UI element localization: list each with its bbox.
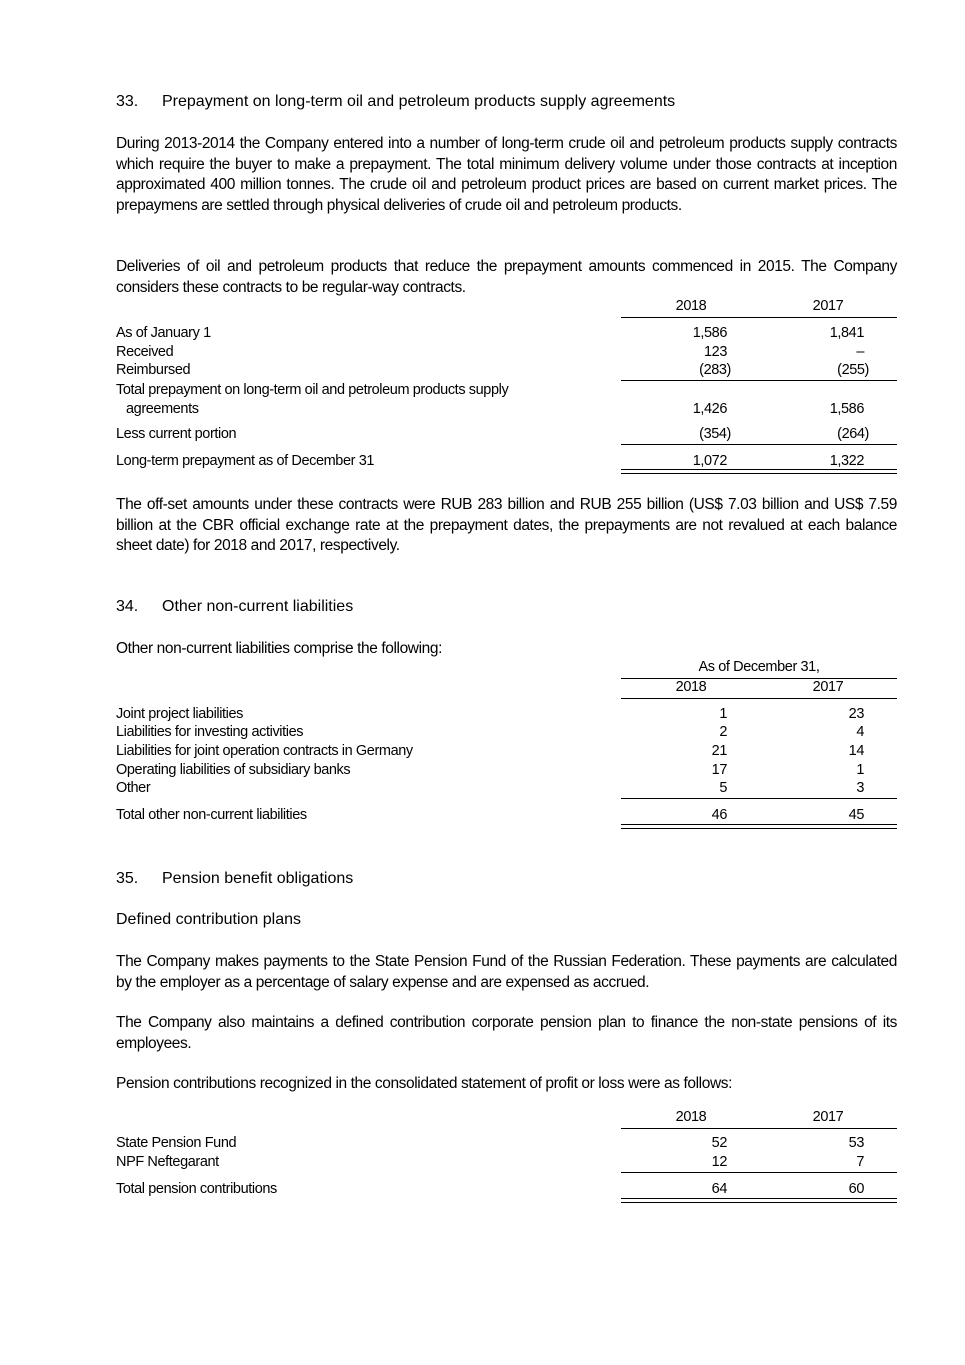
section-34-number: 34. bbox=[116, 598, 139, 615]
subtotal-rule bbox=[621, 798, 897, 799]
table-row bbox=[116, 1134, 897, 1153]
row-label: Reimbursed bbox=[116, 362, 191, 378]
value-2018: 1,426 bbox=[692, 401, 727, 417]
table-row bbox=[116, 324, 897, 343]
section-33-paragraph-1: During 2013-2014 the Company entered into a number of long-term crude oil and petroleum products supply contracts which require the buyer to make a prepayment. The total minimum delivery volume under those contracts at inception approximated 400 million tonnes. The crude oil and petroleum product prices are based on current market prices. The prepaymens are settled through physical deliveries of crude oil and petroleum products. bbox=[116, 135, 897, 214]
value-2017: 1,322 bbox=[829, 453, 864, 469]
value-2017: (255) bbox=[837, 362, 869, 378]
value-2017: – bbox=[856, 344, 864, 360]
section-33-paragraph-3: The off-set amounts under these contracts were RUB 283 billion and RUB 255 billion (US$ 7.03 billion and US$ 7.59 billion at the CBR official exchange rate at the prepayment dates, the prepayments are not revalued at each balance sheet date) for 2018 and 2017, respectively. bbox=[116, 496, 897, 554]
header-rule bbox=[621, 698, 897, 699]
table-col-2018: 2018 bbox=[675, 1109, 707, 1125]
table-col-2017: 2017 bbox=[812, 1109, 844, 1125]
value-2018: 1,072 bbox=[692, 453, 727, 469]
section-35-title: Pension benefit obligations bbox=[162, 870, 354, 887]
value-2017: 45 bbox=[848, 807, 864, 823]
section-34-intro: Other non-current liabilities comprise the following: bbox=[116, 640, 442, 657]
table-row-total bbox=[116, 806, 897, 825]
section-35-number: 35. bbox=[116, 870, 139, 887]
value-2017: 1 bbox=[856, 762, 864, 778]
value-2018: (354) bbox=[699, 426, 731, 442]
value-2018: 64 bbox=[711, 1181, 727, 1197]
row-label: Long-term prepayment as of December 31 bbox=[116, 453, 375, 469]
header-rule bbox=[621, 1128, 897, 1129]
value-2018: 1,586 bbox=[692, 325, 727, 341]
value-2017: 23 bbox=[848, 706, 864, 722]
header-rule bbox=[621, 317, 897, 318]
value-2017: 14 bbox=[848, 743, 864, 759]
value-2017: 1,841 bbox=[829, 325, 864, 341]
table-row-total bbox=[116, 1180, 897, 1199]
row-label: As of January 1 bbox=[116, 325, 211, 341]
value-2017: 60 bbox=[848, 1181, 864, 1197]
table-col-2017: 2017 bbox=[812, 679, 844, 695]
section-34-heading bbox=[116, 598, 353, 616]
row-label: Less current portion bbox=[116, 426, 237, 442]
table-row bbox=[116, 361, 897, 380]
table-row bbox=[116, 761, 897, 780]
row-label: Liabilities for investing activities bbox=[116, 724, 304, 740]
section-33-number: 33. bbox=[116, 93, 139, 110]
total-double-rule bbox=[621, 824, 897, 829]
table-row bbox=[116, 779, 897, 798]
row-label: NPF Neftegarant bbox=[116, 1154, 219, 1170]
section-35-paragraph-1: The Company makes payments to the State Pension Fund of the Russian Federation. These payments are calculated by the employer as a percentage of salary expense and are expensed as accrued. bbox=[116, 953, 897, 991]
section-33-heading bbox=[116, 93, 675, 111]
total-double-rule bbox=[621, 469, 897, 474]
row-label: Liabilities for joint operation contracts in Germany bbox=[116, 743, 413, 759]
section-35-subtitle: Defined contribution plans bbox=[116, 911, 302, 928]
row-label: Received bbox=[116, 344, 174, 360]
section-33-paragraph-2: Deliveries of oil and petroleum products that reduce the prepayment amounts commenced in 2015. The Company considers these contracts to be regular-way contracts. bbox=[116, 258, 897, 296]
row-label: State Pension Fund bbox=[116, 1135, 237, 1151]
value-2018: 52 bbox=[711, 1135, 727, 1151]
table-row bbox=[116, 723, 897, 742]
table-row bbox=[116, 400, 897, 419]
section-34-title: Other non-current liabilities bbox=[162, 598, 354, 615]
value-2018: 46 bbox=[711, 807, 727, 823]
table-row bbox=[116, 705, 897, 724]
table-group-header: As of December 31, bbox=[698, 659, 820, 675]
value-2018: 12 bbox=[711, 1154, 727, 1170]
value-2018: 123 bbox=[704, 344, 727, 360]
section-35-paragraph-2: The Company also maintains a defined contribution corporate pension plan to finance the non-state pensions of its employees. bbox=[116, 1014, 897, 1052]
total-double-rule bbox=[621, 1198, 897, 1203]
table-col-2017: 2017 bbox=[812, 298, 844, 314]
value-2017: 3 bbox=[856, 780, 864, 796]
row-label: Total prepayment on long-term oil and petroleum products supply bbox=[116, 382, 509, 398]
table-row bbox=[116, 1153, 897, 1172]
row-label: Total other non-current liabilities bbox=[116, 807, 307, 823]
table-row bbox=[116, 425, 897, 444]
value-2018: 21 bbox=[711, 743, 727, 759]
value-2018: 2 bbox=[719, 724, 727, 740]
value-2017: 53 bbox=[848, 1135, 864, 1151]
value-2017: (264) bbox=[837, 426, 869, 442]
table-row bbox=[116, 381, 897, 400]
value-2017: 4 bbox=[856, 724, 864, 740]
value-2017: 7 bbox=[856, 1154, 864, 1170]
row-label: Total pension contributions bbox=[116, 1181, 277, 1197]
row-label: Operating liabilities of subsidiary banks bbox=[116, 762, 351, 778]
value-2018: (283) bbox=[699, 362, 731, 378]
value-2018: 1 bbox=[719, 706, 727, 722]
table-col-2018: 2018 bbox=[675, 679, 707, 695]
row-label: Other bbox=[116, 780, 151, 796]
value-2018: 17 bbox=[711, 762, 727, 778]
section-35-heading bbox=[116, 870, 353, 888]
table-row bbox=[116, 742, 897, 761]
section-33-title: Prepayment on long-term oil and petroleum products supply agreements bbox=[162, 93, 676, 110]
table-row bbox=[116, 343, 897, 362]
row-label: Joint project liabilities bbox=[116, 706, 244, 722]
value-2017: 1,586 bbox=[829, 401, 864, 417]
subtotal-rule bbox=[621, 1172, 897, 1173]
subtotal-rule bbox=[621, 444, 897, 445]
row-label-continued: agreements bbox=[126, 401, 199, 417]
table-col-2018: 2018 bbox=[675, 298, 707, 314]
section-35-paragraph-3: Pension contributions recognized in the consolidated statement of profit or loss were as follows: bbox=[116, 1075, 732, 1092]
value-2018: 5 bbox=[719, 780, 727, 796]
